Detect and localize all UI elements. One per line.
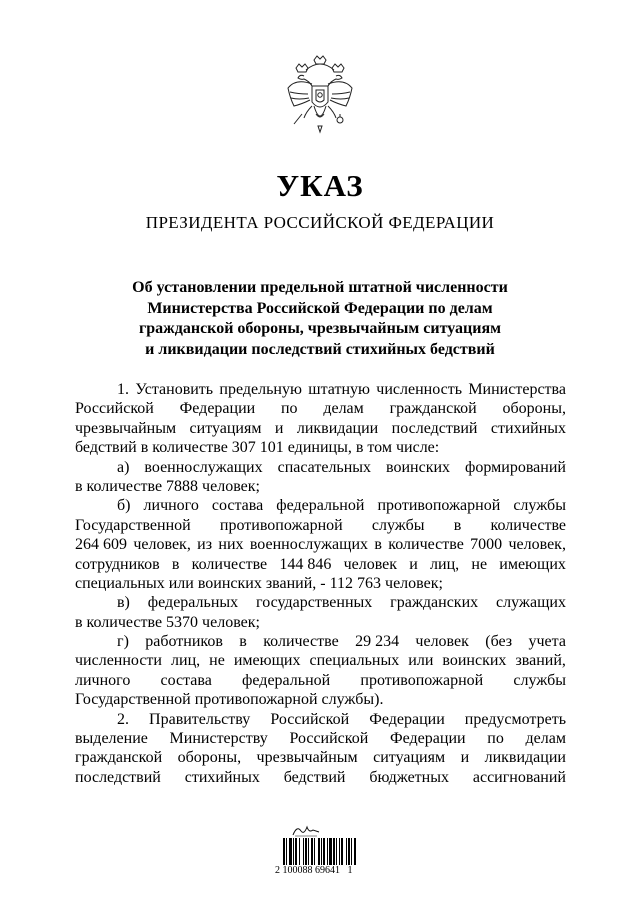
- coat-of-arms-icon: [282, 54, 358, 142]
- heading-line: и ликвидации последствий стихийных бедствий: [145, 341, 495, 359]
- body-line: Государственной противопожарной службы).: [75, 691, 384, 709]
- body-line: личного состава федеральной противопожарной службы: [75, 671, 566, 689]
- body-line: б) личного состава федеральной противопожарной службы: [117, 497, 566, 515]
- heading-line: Министерства Российской Федерации по делам: [147, 299, 493, 317]
- document-title: УКАЗ: [276, 168, 364, 203]
- body-line: численности лиц, не имеющих специальных или воинских званий,: [75, 652, 566, 670]
- body-line: в количестве 7888 человек;: [75, 477, 260, 495]
- barcode-icon: [283, 838, 367, 865]
- body-line: в) федеральных государственных гражданских служащих: [117, 594, 566, 612]
- body-line: последствий стихийных бедствий бюджетных ассигнований: [75, 768, 566, 786]
- body-line: выделение Министерству Российской Федерации по делам: [75, 730, 566, 748]
- body-line: чрезвычайным ситуациям и ликвидации последствий стихийных: [75, 419, 566, 437]
- body-line: в количестве 5370 человек;: [75, 613, 260, 631]
- body-line: Российской Федерации по делам гражданской обороны,: [75, 400, 566, 418]
- document-subtitle: ПРЕЗИДЕНТА РОССИЙСКОЙ ФЕДЕРАЦИИ: [145, 213, 495, 232]
- body-line: бедствий в количестве 307 101 единицы, в том числе:: [75, 439, 440, 457]
- barcode-number: 2 100088 69641 1: [275, 865, 353, 876]
- heading-line: Об установлении предельной штатной численности: [132, 279, 508, 296]
- body-line: г) работников в количестве 29 234 человек (без учета: [117, 633, 566, 651]
- body-line: а) военнослужащих спасательных воинских формирований: [117, 458, 566, 476]
- barcode-area: [275, 823, 375, 883]
- decree-heading: [100, 278, 540, 361]
- body-line: специальных или воинских званий, - 112 763 человек;: [75, 574, 443, 592]
- body-line: 264 609 человек, из них военнослужащих в количестве 7000 человек,: [75, 536, 566, 554]
- body-line: 1. Установить предельную штатную численность Министерства: [117, 381, 566, 398]
- body-line: 2. Правительству Российской Федерации предусмотреть: [117, 710, 566, 728]
- body-line: Государственной противопожарной службы в количестве: [75, 516, 566, 534]
- body-line: сотрудников в количестве 144 846 человек и лиц, не имеющих: [75, 555, 566, 573]
- body-line: гражданской обороны, чрезвычайным ситуациям и ликвидации: [75, 749, 566, 767]
- decree-body: [75, 380, 566, 787]
- signature-mark-icon: [291, 823, 321, 837]
- heading-line: гражданской обороны, чрезвычайным ситуациям: [139, 320, 501, 338]
